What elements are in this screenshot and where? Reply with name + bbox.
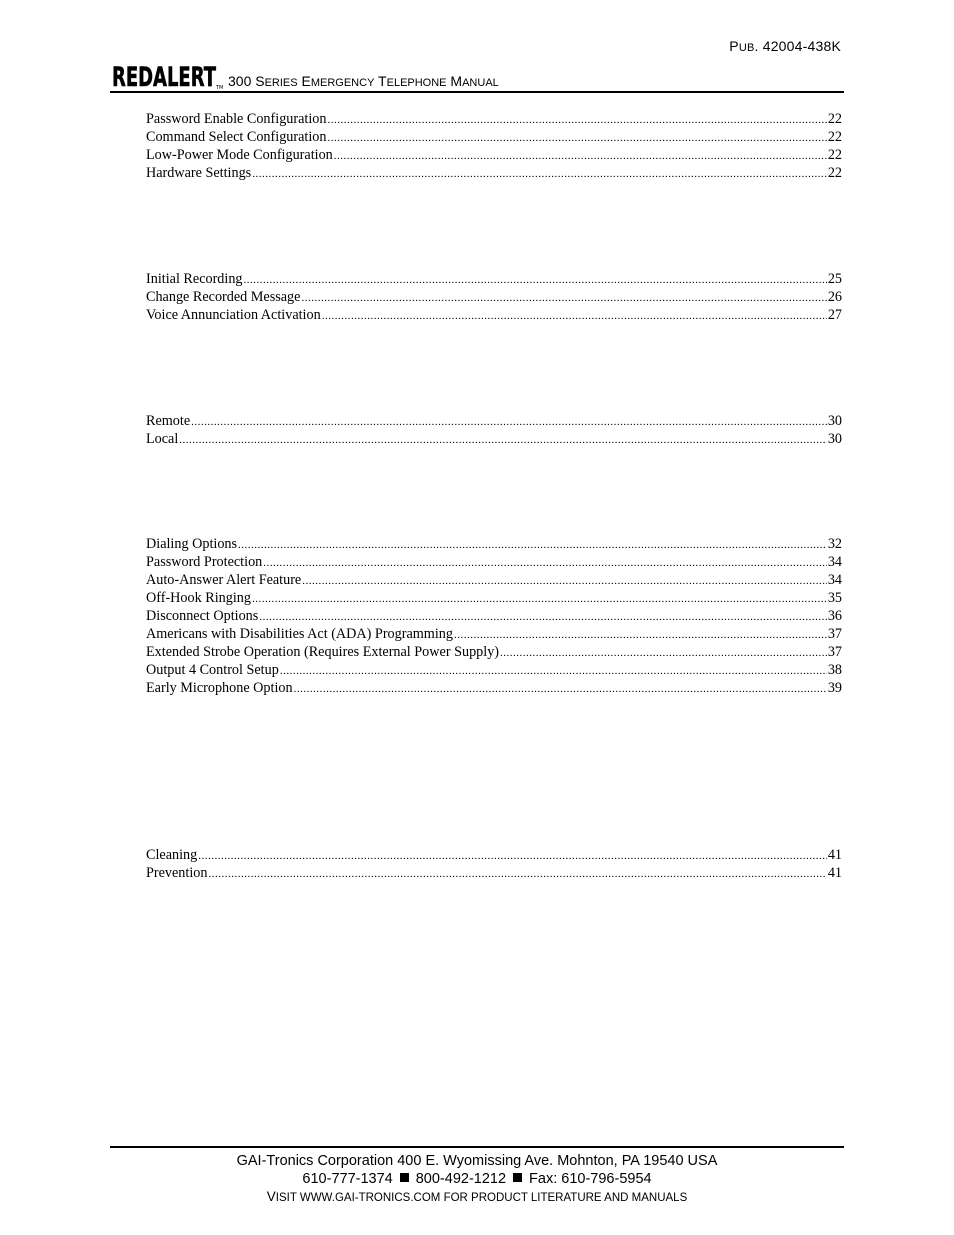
toc-entry[interactable] — [146, 553, 842, 571]
toc-entry-title: Hardware Settings — [146, 165, 252, 181]
toc-section — [146, 535, 842, 697]
toc-entry[interactable] — [146, 846, 842, 864]
dot-leader — [334, 147, 827, 165]
visit-rest: ISIT WWW.GAI-TRONICS.COM FOR PRODUCT LITERATURE AND MANUALS — [275, 1192, 688, 1204]
toc-entry-page: 34 — [827, 554, 842, 570]
toc-entry-page: 34 — [827, 572, 842, 588]
toc-entry[interactable] — [146, 146, 842, 164]
visit-initial: V — [266, 1189, 276, 1204]
manual-title — [228, 73, 499, 89]
toc-entry-page: 30 — [827, 413, 842, 429]
dot-leader — [500, 644, 827, 662]
toc-entry[interactable] — [146, 643, 842, 661]
toc-entry[interactable] — [146, 288, 842, 306]
toc-entry-title: Change Recorded Message — [146, 289, 301, 305]
title-part-rest: ERIES — [264, 77, 298, 89]
toc-entry-title: Password Protection — [146, 554, 263, 570]
toc-entry-title: Cleaning — [146, 847, 198, 863]
footer-fax: Fax: 610-796-5954 — [529, 1171, 652, 1187]
dot-leader — [244, 271, 827, 289]
dot-leader — [327, 111, 826, 129]
title-part — [374, 74, 446, 89]
toc-entry-title: Local — [146, 431, 179, 447]
dot-leader — [327, 129, 826, 147]
title-part — [447, 74, 499, 89]
toc-entry[interactable] — [146, 430, 842, 448]
toc-entry-page: 37 — [827, 644, 842, 660]
toc-entry-title: Off-Hook Ringing — [146, 590, 251, 606]
toc-entry-page: 22 — [827, 147, 842, 163]
svg-text:REDALERT: REDALERT — [112, 62, 217, 90]
footer-phone-1: 610-777-1374 — [302, 1171, 393, 1187]
square-bullet-icon — [400, 1173, 409, 1182]
toc-entry-title: Disconnect Options — [146, 608, 259, 624]
dot-leader — [252, 165, 827, 183]
toc-entry[interactable] — [146, 661, 842, 679]
toc-entry-page: 37 — [827, 626, 842, 642]
toc-entry[interactable] — [146, 128, 842, 146]
dot-leader — [238, 536, 827, 554]
toc-entry-page: 27 — [827, 307, 842, 323]
title-part-rest: ANUAL — [462, 77, 499, 89]
dot-leader — [259, 608, 827, 626]
toc-entry[interactable] — [146, 589, 842, 607]
footer-address: GAI-Tronics Corporation 400 E. Wyomissing Ave. Mohnton, PA 19540 USA — [236, 1153, 718, 1169]
toc-entry[interactable] — [146, 864, 842, 882]
toc-entry-page: 39 — [827, 680, 842, 696]
header-row — [112, 60, 499, 90]
toc-entry[interactable] — [146, 679, 842, 697]
toc-entry-page: 22 — [827, 111, 842, 127]
toc-section — [146, 846, 842, 882]
toc-entry-page: 35 — [827, 590, 842, 606]
toc-entry-page: 38 — [827, 662, 842, 678]
square-bullet-icon — [513, 1173, 522, 1182]
toc-entry[interactable] — [146, 164, 842, 182]
title-part — [228, 74, 298, 89]
toc-entry-title: Auto-Answer Alert Feature — [146, 572, 302, 588]
toc-entry-page: 26 — [827, 289, 842, 305]
redalert-logo — [112, 62, 224, 90]
toc-entry-title: Prevention — [146, 865, 208, 881]
title-part-initial: M — [446, 73, 463, 89]
title-part-rest: ELEPHONE — [386, 77, 447, 89]
dot-leader — [301, 289, 826, 307]
toc-entry[interactable] — [146, 607, 842, 625]
footer-visit — [110, 1189, 844, 1204]
dot-leader — [322, 307, 827, 325]
toc-entry-page: 30 — [827, 431, 842, 447]
toc-entry[interactable] — [146, 571, 842, 589]
dot-leader — [191, 413, 827, 431]
toc-entry-title: Early Microphone Option — [146, 680, 293, 696]
title-part — [298, 74, 375, 89]
dot-leader — [208, 865, 826, 883]
svg-text:TM: TM — [216, 85, 224, 90]
toc-entry-title: Voice Annunciation Activation — [146, 307, 321, 323]
dot-leader — [179, 431, 827, 449]
header-rule — [110, 91, 844, 93]
toc-section — [146, 412, 842, 448]
toc-section — [146, 110, 842, 182]
pub-prefix-rest: UB — [738, 42, 755, 54]
toc-entry[interactable] — [146, 625, 842, 643]
title-part-initial: E — [297, 73, 311, 89]
toc-entry-page: 25 — [827, 271, 842, 287]
footer-phone-2: 800-492-1212 — [415, 1171, 507, 1187]
toc-section — [146, 270, 842, 324]
footer-contact — [110, 1171, 844, 1187]
dot-leader — [294, 680, 827, 698]
dot-leader — [302, 572, 827, 590]
toc-entry-title: Remote — [146, 413, 191, 429]
toc-entry[interactable] — [146, 110, 842, 128]
toc-entry-page: 41 — [827, 847, 842, 863]
pub-prefix-initial: P — [729, 38, 739, 54]
toc-entry-title: Americans with Disabilities Act (ADA) Programming — [146, 626, 453, 642]
toc-entry-title: Initial Recording — [146, 271, 243, 287]
toc-entry-page: 22 — [827, 129, 842, 145]
toc-entry-page: 22 — [827, 165, 842, 181]
toc-entry-title: Output 4 Control Setup — [146, 662, 279, 678]
toc-entry-title: Password Enable Configuration — [146, 111, 327, 127]
footer-rule — [110, 1146, 844, 1148]
toc-entry-title: Extended Strobe Operation (Requires External Power Supply) — [146, 644, 500, 660]
toc-entry-title: Dialing Options — [146, 536, 238, 552]
dot-leader — [280, 662, 827, 680]
toc-entry[interactable] — [146, 306, 842, 324]
publication-number — [729, 38, 841, 54]
toc-entry[interactable] — [146, 270, 842, 288]
dot-leader — [252, 590, 827, 608]
pub-number-value: . 42004-438K — [754, 38, 841, 54]
dot-leader — [263, 554, 827, 572]
toc-entry-page: 36 — [827, 608, 842, 624]
dot-leader — [454, 626, 827, 644]
title-part-initial: 300 S — [228, 73, 265, 89]
toc-entry[interactable] — [146, 412, 842, 430]
toc-entry-page: 41 — [827, 865, 842, 881]
toc-entry-page: 32 — [827, 536, 842, 552]
title-part-initial: T — [374, 73, 387, 89]
toc-entry-title: Low-Power Mode Configuration — [146, 147, 333, 163]
toc-entry[interactable] — [146, 535, 842, 553]
dot-leader — [198, 847, 827, 865]
toc-entry-title: Command Select Configuration — [146, 129, 327, 145]
title-part-rest: MERGENCY — [310, 77, 375, 89]
